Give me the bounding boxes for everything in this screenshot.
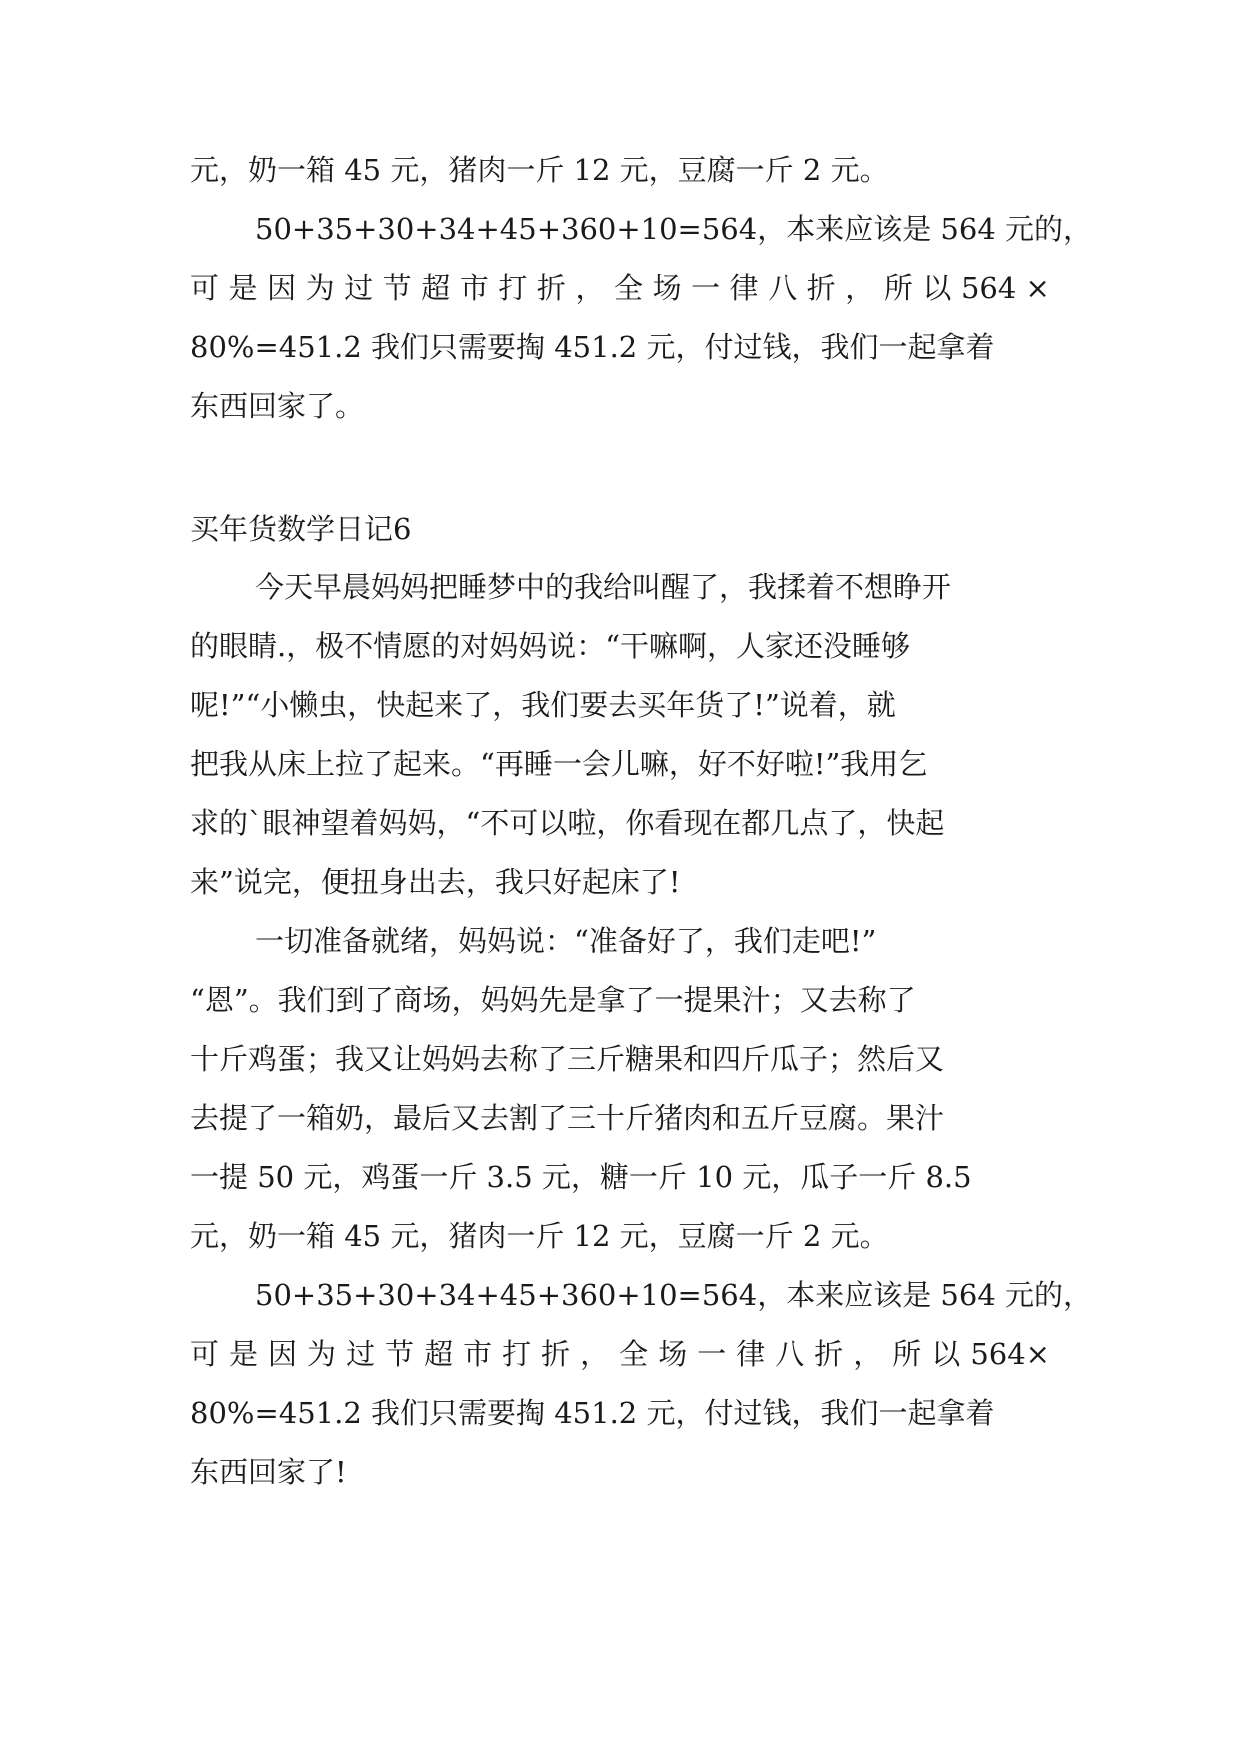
text-line: 呢!”“小懒虫，快起来了，我们要去买年货了!”说着，就: [190, 688, 896, 722]
text-segment: 超: [421, 271, 451, 305]
text-segment: 折: [536, 271, 566, 305]
text-line: 来”说完，便扭身出去，我只好起床了!: [190, 865, 681, 899]
text-line: 东西回家了。: [190, 389, 365, 423]
text-segment: 一: [697, 1337, 727, 1371]
text-segment: 以: [931, 1337, 961, 1371]
text-line: 把我从床上拉了起来。“再睡一会儿嘛，好不好啦!”我用乞: [190, 747, 928, 781]
text-line: 元，奶一箱 45 元，猪肉一斤 12 元，豆腐一斤 2 元。: [190, 1219, 889, 1253]
text-line: 十斤鸡蛋；我又让妈妈去称了三斤糖果和四斤瓜子；然后又: [190, 1042, 945, 1076]
text-segment: 折: [806, 271, 836, 305]
text-segment: 所: [892, 1337, 922, 1371]
text-segment: 律: [729, 271, 759, 305]
text-line: 一提 50 元，鸡蛋一斤 3.5 元，糖一斤 10 元，瓜子一斤 8.5: [190, 1160, 972, 1194]
text-segment: 全: [614, 271, 644, 305]
text-segment: 为: [307, 1337, 337, 1371]
text-line: 的眼睛.，极不情愿的对妈妈说：“干嘛啊，人家还没睡够: [190, 629, 911, 663]
text-segment: ，: [580, 1337, 610, 1371]
text-segment: 可: [190, 271, 220, 305]
text-segment: ，: [575, 271, 605, 305]
text-segment: 因: [268, 1337, 298, 1371]
text-line: “恩”。我们到了商场，妈妈先是拿了一提果汁；又去称了: [190, 983, 916, 1017]
text-segment: 一: [691, 271, 721, 305]
text-segment: 超: [424, 1337, 454, 1371]
text-segment: 市: [459, 271, 489, 305]
text-segment: 564×: [970, 1337, 1050, 1371]
text-segment: 市: [463, 1337, 493, 1371]
text-segment: 以: [922, 271, 952, 305]
text-line: 东西回家了!: [190, 1455, 347, 1489]
text-segment: 打: [502, 1337, 532, 1371]
text-line: 80%=451.2 我们只需要掏 451.2 元，付过钱，我们一起拿着: [190, 1396, 995, 1430]
text-line: 一切准备就绪，妈妈说：“准备好了，我们走吧!”: [255, 924, 877, 958]
text-line: 80%=451.2 我们只需要掏 451.2 元，付过钱，我们一起拿着: [190, 330, 995, 364]
text-segment: 打: [498, 271, 528, 305]
text-line: 去提了一箱奶，最后又去割了三十斤猪肉和五斤豆腐。果汁: [190, 1101, 945, 1135]
text-segment: 律: [736, 1337, 766, 1371]
text-segment: 折: [541, 1337, 571, 1371]
text-segment: 八: [775, 1337, 805, 1371]
text-segment: 因: [267, 271, 297, 305]
text-line: 50+35+30+34+45+360+10=564，本来应该是 564 元的，: [255, 1278, 1092, 1312]
text-segment: 场: [658, 1337, 688, 1371]
text-line: 今天早晨妈妈把睡梦中的我给叫醒了，我揉着不想睁开: [255, 570, 952, 604]
text-segment: 可: [190, 1337, 220, 1371]
text-segment: 所: [883, 271, 913, 305]
text-segment: 是: [229, 1337, 259, 1371]
text-segment: 564 ×: [960, 271, 1050, 305]
justified-text-line: [190, 1334, 1050, 1374]
text-line: 50+35+30+34+45+360+10=564，本来应该是 564 元的，: [255, 212, 1092, 246]
text-line: 求的`眼神望着妈妈，“不可以啦，你看现在都几点了，快起: [190, 806, 945, 840]
text-segment: 为: [305, 271, 335, 305]
text-segment: 全: [619, 1337, 649, 1371]
text-segment: 节: [385, 1337, 415, 1371]
text-segment: 是: [228, 271, 258, 305]
text-segment: 节: [382, 271, 412, 305]
section-heading: 买年货数学日记6: [190, 512, 412, 546]
text-segment: 过: [344, 271, 374, 305]
text-line: 元，奶一箱 45 元，猪肉一斤 12 元，豆腐一斤 2 元。: [190, 153, 889, 187]
text-segment: 八: [768, 271, 798, 305]
text-segment: 场: [652, 271, 682, 305]
text-segment: ，: [853, 1337, 883, 1371]
text-segment: 折: [814, 1337, 844, 1371]
justified-text-line: [190, 268, 1050, 308]
text-segment: 过: [346, 1337, 376, 1371]
text-segment: ，: [845, 271, 875, 305]
